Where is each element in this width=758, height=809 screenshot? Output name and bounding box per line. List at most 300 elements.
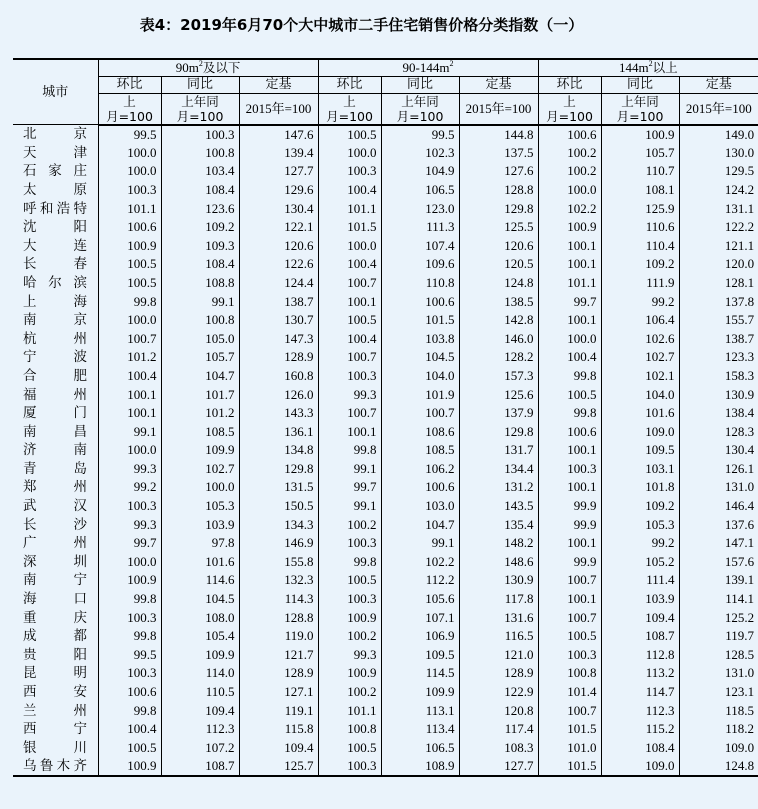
table-row: [13, 441, 758, 460]
index-value: 111.3: [381, 218, 459, 237]
index-value: 120.6: [239, 236, 318, 255]
index-value: 109.6: [381, 255, 459, 274]
index-value: 99.3: [318, 646, 381, 665]
index-value: 100.5: [538, 385, 601, 404]
index-value: 108.7: [161, 757, 239, 776]
table-row: [13, 181, 758, 200]
index-value: 99.3: [318, 385, 381, 404]
index-value: 127.6: [459, 162, 538, 181]
index-value: 101.9: [381, 385, 459, 404]
index-value: 134.3: [239, 515, 318, 534]
index-value: 123.0: [381, 199, 459, 218]
index-value: 109.4: [161, 701, 239, 720]
index-value: 100.3: [318, 757, 381, 776]
city-header: 城市: [13, 59, 98, 125]
index-value: 122.1: [239, 218, 318, 237]
index-value: 116.5: [459, 627, 538, 646]
index-value: 104.5: [161, 590, 239, 609]
table-row: [13, 236, 758, 255]
index-value: 112.8: [601, 646, 679, 665]
index-value: 131.1: [679, 199, 758, 218]
base-header-mom: 上 月=100: [318, 93, 381, 125]
index-value: 105.3: [161, 497, 239, 516]
base-header-mom: 上 月=100: [538, 93, 601, 125]
sub-header-mom: 环比: [98, 76, 161, 93]
index-value: 108.9: [381, 757, 459, 776]
index-value: 99.2: [601, 534, 679, 553]
index-value: 128.8: [239, 608, 318, 627]
index-value: 100.5: [98, 739, 161, 758]
city-name: 青岛: [23, 460, 87, 477]
index-value: 99.7: [98, 534, 161, 553]
index-value: 100.1: [538, 441, 601, 460]
index-value: 155.8: [239, 553, 318, 572]
index-value: 113.4: [381, 720, 459, 739]
index-value: 158.3: [679, 367, 758, 386]
city-name: 北京: [23, 126, 87, 143]
city-name: 大连: [23, 237, 87, 254]
index-value: 100.9: [98, 571, 161, 590]
index-value: 100.6: [98, 218, 161, 237]
index-value: 100.2: [318, 515, 381, 534]
index-value: 100.6: [381, 292, 459, 311]
index-value: 109.4: [601, 608, 679, 627]
index-value: 108.0: [161, 608, 239, 627]
index-value: 100.6: [381, 478, 459, 497]
index-value: 99.1: [161, 292, 239, 311]
index-value: 113.1: [381, 701, 459, 720]
index-value: 101.1: [318, 701, 381, 720]
city-name: 广州: [23, 535, 87, 552]
index-value: 125.7: [239, 757, 318, 776]
base-header-fixed: 2015年=100: [679, 93, 758, 125]
sub-header-yoy: 同比: [161, 76, 239, 93]
table-row: [13, 274, 758, 293]
index-value: 111.4: [601, 571, 679, 590]
index-value: 100.6: [538, 422, 601, 441]
index-value: 130.9: [679, 385, 758, 404]
base-header-yoy: 上年同 月=100: [161, 93, 239, 125]
index-value: 100.7: [381, 404, 459, 423]
index-value: 128.3: [679, 422, 758, 441]
index-value: 100.8: [161, 311, 239, 330]
index-value: 123.3: [679, 348, 758, 367]
index-value: 128.1: [679, 274, 758, 293]
index-value: 135.4: [459, 515, 538, 534]
sub-header-fixed: 定基: [239, 76, 318, 93]
index-value: 108.6: [381, 422, 459, 441]
index-value: 117.8: [459, 590, 538, 609]
index-value: 99.9: [538, 515, 601, 534]
city-name: 沈阳: [23, 219, 87, 236]
index-value: 100.0: [318, 144, 381, 163]
index-value: 108.8: [161, 274, 239, 293]
index-value: 143.5: [459, 497, 538, 516]
index-value: 101.5: [318, 218, 381, 237]
index-value: 100.1: [318, 422, 381, 441]
index-value: 122.6: [239, 255, 318, 274]
index-value: 137.5: [459, 144, 538, 163]
index-value: 109.0: [601, 422, 679, 441]
index-value: 100.7: [318, 348, 381, 367]
index-value: 125.9: [601, 199, 679, 218]
index-value: 100.1: [318, 292, 381, 311]
index-value: 100.3: [318, 367, 381, 386]
index-value: 134.4: [459, 460, 538, 479]
table-row: [13, 701, 758, 720]
city-name: 南京: [23, 312, 87, 329]
index-value: 146.4: [679, 497, 758, 516]
index-value: 100.1: [538, 534, 601, 553]
index-value: 100.2: [318, 683, 381, 702]
city-name: 上海: [23, 293, 87, 310]
index-value: 101.1: [98, 199, 161, 218]
table-row: [13, 757, 758, 776]
city-name: 福州: [23, 386, 87, 403]
index-value: 128.9: [239, 664, 318, 683]
index-value: 101.7: [161, 385, 239, 404]
table-row: [13, 608, 758, 627]
city-name: 天津: [23, 144, 87, 161]
index-value: 110.6: [601, 218, 679, 237]
index-value: 134.8: [239, 441, 318, 460]
index-value: 110.4: [601, 236, 679, 255]
index-value: 100.0: [538, 181, 601, 200]
index-value: 99.5: [98, 125, 161, 144]
index-value: 109.9: [161, 646, 239, 665]
index-value: 100.9: [318, 664, 381, 683]
city-name: 西安: [23, 684, 87, 701]
city-name: 郑州: [23, 479, 87, 496]
index-value: 100.5: [318, 125, 381, 144]
index-value: 107.4: [381, 236, 459, 255]
city-name: 济南: [23, 442, 87, 459]
base-header-yoy: 上年同 月=100: [381, 93, 459, 125]
index-value: 125.5: [459, 218, 538, 237]
table-body: [13, 125, 758, 777]
index-value: 110.8: [381, 274, 459, 293]
index-value: 119.1: [239, 701, 318, 720]
index-value: 106.9: [381, 627, 459, 646]
index-value: 138.7: [239, 292, 318, 311]
index-value: 100.0: [161, 478, 239, 497]
index-value: 104.7: [161, 367, 239, 386]
index-value: 137.8: [679, 292, 758, 311]
city-name: 长沙: [23, 516, 87, 533]
base-header-mom: 上 月=100: [98, 93, 161, 125]
index-value: 123.1: [679, 683, 758, 702]
index-value: 99.8: [538, 367, 601, 386]
table-row: [13, 162, 758, 181]
index-value: 99.9: [538, 497, 601, 516]
index-value: 146.0: [459, 329, 538, 348]
index-value: 128.9: [239, 348, 318, 367]
index-value: 128.2: [459, 348, 538, 367]
index-value: 128.8: [459, 181, 538, 200]
table-row: [13, 590, 758, 609]
table-row: [13, 720, 758, 739]
index-value: 100.8: [538, 664, 601, 683]
index-value: 143.3: [239, 404, 318, 423]
index-value: 120.5: [459, 255, 538, 274]
group-header-large: $144m^2$以上: [538, 59, 758, 76]
index-value: 103.0: [381, 497, 459, 516]
index-value: 100.1: [98, 385, 161, 404]
index-value: 101.5: [381, 311, 459, 330]
index-value: 127.7: [239, 162, 318, 181]
table-row: [13, 199, 758, 218]
city-name: 哈尔滨: [23, 274, 87, 291]
index-value: 100.5: [98, 274, 161, 293]
index-value: 100.7: [318, 274, 381, 293]
index-value: 138.7: [679, 329, 758, 348]
index-value: 119.7: [679, 627, 758, 646]
index-value: 104.7: [381, 515, 459, 534]
index-value: 129.8: [459, 422, 538, 441]
table-row: [13, 144, 758, 163]
sub-header-mom: 环比: [538, 76, 601, 93]
index-value: 103.9: [161, 515, 239, 534]
index-value: 149.0: [679, 125, 758, 144]
index-value: 99.3: [98, 460, 161, 479]
index-value: 128.9: [459, 664, 538, 683]
index-value: 112.3: [601, 701, 679, 720]
index-value: 121.1: [679, 236, 758, 255]
index-value: 106.5: [381, 181, 459, 200]
index-value: 119.0: [239, 627, 318, 646]
index-value: 109.2: [601, 497, 679, 516]
index-value: 106.5: [381, 739, 459, 758]
base-header-yoy: 上年同 月=100: [601, 93, 679, 125]
index-value: 99.8: [318, 553, 381, 572]
index-value: 100.3: [98, 497, 161, 516]
index-value: 100.6: [98, 683, 161, 702]
index-value: 155.7: [679, 311, 758, 330]
index-value: 99.5: [381, 125, 459, 144]
index-value: 106.4: [601, 311, 679, 330]
index-value: 100.1: [538, 236, 601, 255]
index-value: 99.1: [318, 460, 381, 479]
index-value: 122.9: [459, 683, 538, 702]
index-value: 104.0: [601, 385, 679, 404]
index-value: 147.1: [679, 534, 758, 553]
index-value: 124.4: [239, 274, 318, 293]
city-name: 呼和浩特: [23, 200, 87, 217]
table-row: [13, 292, 758, 311]
index-value: 100.4: [98, 720, 161, 739]
index-value: 102.3: [381, 144, 459, 163]
index-value: 101.1: [318, 199, 381, 218]
index-value: 100.7: [318, 404, 381, 423]
index-value: 131.6: [459, 608, 538, 627]
index-value: 100.5: [318, 571, 381, 590]
index-value: 138.5: [459, 292, 538, 311]
index-value: 118.2: [679, 720, 758, 739]
group-header-medium: $90-144m^2$: [318, 59, 538, 76]
index-value: 100.3: [318, 590, 381, 609]
index-value: 109.5: [601, 441, 679, 460]
index-value: 101.6: [601, 404, 679, 423]
index-value: 99.3: [98, 515, 161, 534]
index-value: 108.4: [161, 181, 239, 200]
city-name: 银川: [23, 739, 87, 756]
index-value: 106.2: [381, 460, 459, 479]
city-name: 南宁: [23, 572, 87, 589]
index-value: 137.9: [459, 404, 538, 423]
index-value: 105.0: [161, 329, 239, 348]
index-value: 121.0: [459, 646, 538, 665]
index-value: 100.3: [538, 646, 601, 665]
index-value: 100.4: [538, 348, 601, 367]
index-value: 100.4: [318, 181, 381, 200]
index-value: 102.1: [601, 367, 679, 386]
index-value: 121.7: [239, 646, 318, 665]
table-row: [13, 348, 758, 367]
index-value: 101.2: [161, 404, 239, 423]
index-value: 100.1: [538, 255, 601, 274]
index-value: 147.6: [239, 125, 318, 144]
index-value: 100.9: [318, 608, 381, 627]
index-value: 100.9: [601, 125, 679, 144]
index-value: 130.4: [679, 441, 758, 460]
table-row: [13, 311, 758, 330]
index-value: 125.2: [679, 608, 758, 627]
city-name: 成都: [23, 628, 87, 645]
index-value: 101.8: [601, 478, 679, 497]
table-row: [13, 534, 758, 553]
index-value: 100.9: [98, 757, 161, 776]
base-header-fixed: 2015年=100: [459, 93, 538, 125]
sub-header-fixed: 定基: [459, 76, 538, 93]
index-value: 108.3: [459, 739, 538, 758]
index-value: 144.8: [459, 125, 538, 144]
table-row: [13, 255, 758, 274]
index-value: 129.6: [239, 181, 318, 200]
index-value: 112.3: [161, 720, 239, 739]
index-value: 100.9: [98, 236, 161, 255]
page-title: 表4：2019年6月70个大中城市二手住宅销售价格分类指数（一）: [139, 16, 584, 34]
table-row: [13, 367, 758, 386]
index-value: 100.0: [98, 311, 161, 330]
index-value: 148.6: [459, 553, 538, 572]
index-value: 109.0: [601, 757, 679, 776]
index-value: 99.2: [98, 478, 161, 497]
index-value: 132.3: [239, 571, 318, 590]
index-value: 100.6: [538, 125, 601, 144]
index-value: 114.1: [679, 590, 758, 609]
table-row: [13, 478, 758, 497]
index-value: 129.8: [459, 199, 538, 218]
index-value: 100.5: [98, 255, 161, 274]
index-value: 100.1: [98, 404, 161, 423]
index-value: 105.3: [601, 515, 679, 534]
index-value: 99.7: [538, 292, 601, 311]
table-row: [13, 739, 758, 758]
index-value: 104.9: [381, 162, 459, 181]
index-value: 109.3: [161, 236, 239, 255]
index-value: 108.5: [381, 441, 459, 460]
index-value: 148.2: [459, 534, 538, 553]
index-value: 101.1: [538, 274, 601, 293]
index-value: 107.1: [381, 608, 459, 627]
city-name: 武汉: [23, 498, 87, 515]
index-value: 108.4: [161, 255, 239, 274]
index-value: 100.3: [318, 534, 381, 553]
city-name: 贵阳: [23, 646, 87, 663]
index-value: 97.8: [161, 534, 239, 553]
index-value: 112.2: [381, 571, 459, 590]
table-row: [13, 125, 758, 144]
index-value: 114.6: [161, 571, 239, 590]
city-name: 重庆: [23, 609, 87, 626]
index-value: 100.1: [538, 478, 601, 497]
index-value: 120.0: [679, 255, 758, 274]
index-value: 101.0: [538, 739, 601, 758]
index-value: 100.5: [318, 311, 381, 330]
city-name: 昆明: [23, 665, 87, 682]
index-value: 99.8: [98, 627, 161, 646]
index-value: 114.0: [161, 664, 239, 683]
city-name: 兰州: [23, 702, 87, 719]
index-value: 129.5: [679, 162, 758, 181]
index-value: 99.8: [98, 701, 161, 720]
table-row: [13, 218, 758, 237]
index-value: 103.9: [601, 590, 679, 609]
index-value: 100.3: [98, 608, 161, 627]
index-value: 124.2: [679, 181, 758, 200]
index-value: 107.2: [161, 739, 239, 758]
city-name: 石家庄: [23, 163, 87, 180]
index-value: 99.1: [98, 422, 161, 441]
index-value: 127.7: [459, 757, 538, 776]
city-name: 深圳: [23, 553, 87, 570]
index-value: 100.0: [98, 441, 161, 460]
index-value: 139.1: [679, 571, 758, 590]
index-value: 114.5: [381, 664, 459, 683]
index-value: 100.2: [538, 144, 601, 163]
city-name: 杭州: [23, 330, 87, 347]
table-row: [13, 646, 758, 665]
price-index-table: [13, 58, 758, 777]
index-value: 146.9: [239, 534, 318, 553]
sub-header-fixed: 定基: [679, 76, 758, 93]
index-value: 109.5: [381, 646, 459, 665]
index-value: 102.2: [381, 553, 459, 572]
index-value: 105.6: [381, 590, 459, 609]
table-row: [13, 497, 758, 516]
index-value: 105.4: [161, 627, 239, 646]
index-value: 100.7: [538, 608, 601, 627]
index-value: 100.7: [98, 329, 161, 348]
index-value: 100.3: [318, 162, 381, 181]
table-row: [13, 515, 758, 534]
city-name: 宁波: [23, 349, 87, 366]
sub-header-mom: 环比: [318, 76, 381, 93]
index-value: 111.9: [601, 274, 679, 293]
index-value: 109.4: [239, 739, 318, 758]
index-value: 101.2: [98, 348, 161, 367]
index-value: 104.5: [381, 348, 459, 367]
city-name: 海口: [23, 591, 87, 608]
index-value: 129.8: [239, 460, 318, 479]
index-value: 100.1: [538, 311, 601, 330]
index-value: 131.0: [679, 664, 758, 683]
index-value: 114.3: [239, 590, 318, 609]
index-value: 99.8: [98, 590, 161, 609]
index-value: 101.5: [538, 757, 601, 776]
index-value: 125.6: [459, 385, 538, 404]
index-value: 108.7: [601, 627, 679, 646]
